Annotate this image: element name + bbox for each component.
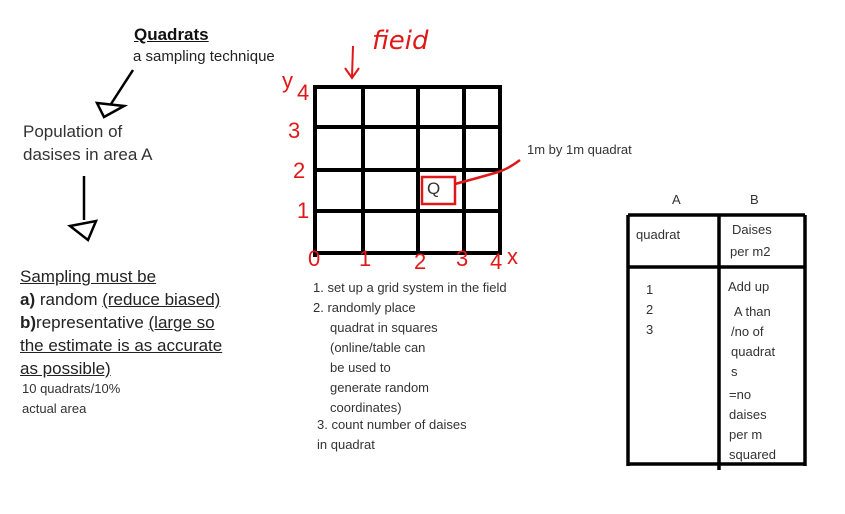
population-line-1: Population of [23, 122, 123, 141]
sampling-point-b-cont-2: as possible) [20, 359, 111, 378]
table-col-b-header-2: per m2 [730, 244, 771, 259]
table-cell-b-line-6: =no [729, 387, 752, 402]
table-cell-b-line-5: s [731, 364, 738, 379]
y-tick-4: 4 [297, 80, 310, 105]
step-3-line-2: in quadrat [317, 437, 375, 452]
sampling-grid [313, 85, 500, 257]
population-line-2: dasises in area A [23, 145, 153, 164]
table-cell-b-line-2: A than [731, 304, 771, 319]
sampling-point-b: b)representative (large so [20, 313, 215, 332]
y-tick-1: 1 [297, 198, 310, 223]
x-tick-2: 2 [414, 249, 427, 274]
field-label: fieid [372, 26, 429, 56]
step-2-line-4: be used to [330, 360, 391, 375]
page-title: Quadrats [134, 25, 209, 44]
step-2-line-3: (online/table can [330, 340, 426, 355]
sampling-heading: Sampling must be [20, 267, 157, 286]
arrow-heading-to-population [97, 70, 133, 117]
step-3: 3. count number of daises [317, 417, 467, 432]
x-tick-1: 1 [359, 246, 372, 271]
y-tick-2: 2 [293, 158, 306, 183]
sampling-point-a: a) random (reduce biased) [20, 290, 221, 309]
table-cell-a-2: 2 [646, 302, 654, 317]
x-tick-4: 4 [490, 249, 503, 274]
step-1: 1. set up a grid system in the field [313, 280, 507, 295]
y-axis-label: y [282, 68, 293, 93]
table-col-b-letter: B [750, 192, 759, 207]
table-cell-b-line-4: quadrat [731, 344, 776, 359]
x-axis-label: x [507, 244, 518, 269]
note-line-2: actual area [22, 401, 87, 416]
table-cell-a-1: 1 [646, 282, 654, 297]
table-cell-b-line-7: daises [729, 407, 767, 422]
table-cell-b-line-8: per m [729, 427, 763, 442]
table-col-a-header: quadrat [636, 227, 681, 242]
table-cell-a-3: 3 [646, 322, 654, 337]
step-2-line-6: coordinates) [330, 400, 402, 415]
quadrat-letter: Q [427, 179, 441, 198]
sampling-point-b-cont-1: the estimate is as accurate [20, 336, 223, 355]
table-cell-b-line-9: squared [729, 447, 776, 462]
y-tick-3: 3 [288, 118, 301, 143]
step-2-line-5: generate random [330, 380, 430, 395]
note-line-1: 10 quadrats/10% [22, 381, 121, 396]
quadrat-size-note: 1m by 1m quadrat [527, 142, 632, 157]
table-col-b-header-1: Daises [732, 222, 772, 237]
arrow-population-to-sampling [70, 176, 96, 240]
results-table-frame [628, 215, 805, 470]
table-cell-b-line-3: /no of [731, 324, 764, 339]
table-col-a-letter: A [672, 192, 681, 207]
x-tick-3: 3 [456, 246, 469, 271]
sampling-block [20, 265, 222, 380]
page-subtitle: a sampling technique [133, 48, 275, 65]
field-arrow [345, 46, 359, 78]
table-cell-b-line-1: Add up [728, 279, 770, 294]
step-2: 2. randomly place [313, 300, 416, 315]
x-tick-0: 0 [308, 246, 321, 271]
step-2-line-2: quadrat in squares [330, 320, 438, 335]
